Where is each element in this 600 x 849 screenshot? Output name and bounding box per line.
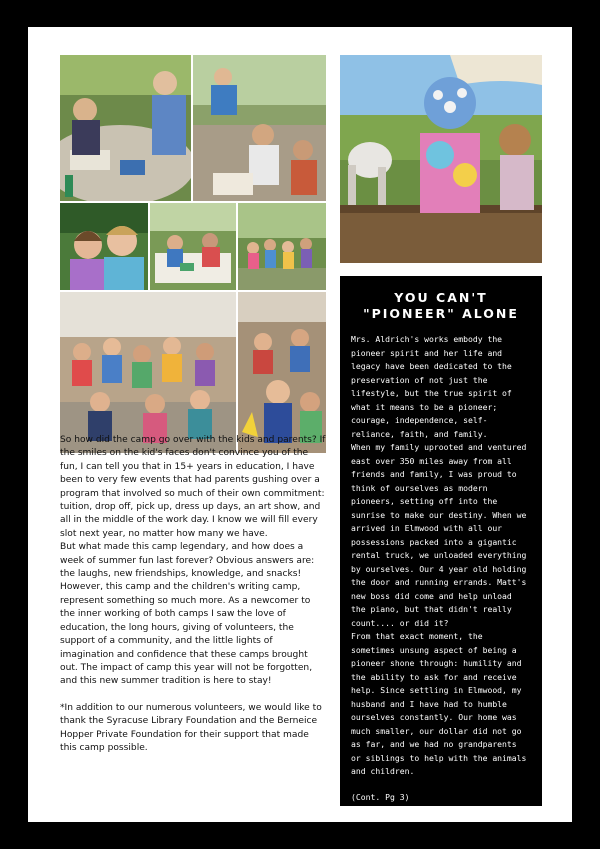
photo-teacher-helping: [193, 55, 326, 201]
article-paragraph: But what made this camp legendary, and how does a week of summer fun last forever? Obvious answers are: the laughs, new friendships, knowledge, and snacks! However, this camp and the children's writing camp, represent something so much more. As a newcomer to the inner working of both camps I saw the love of education, the long hours, giving of volunteers, the support of a community, and the little lights of imagination and confidence that these camps brought out. The impact of camp this year will not be forgotten, and this new summer tradition is here to stay!: [60, 542, 315, 687]
continued-note: (Cont. Pg 3): [351, 791, 410, 802]
sidebar-title-line2: "PIONEER" ALONE: [363, 306, 519, 321]
sidebar-title: [351, 290, 531, 322]
photo-crafts-table: [60, 55, 191, 201]
sidebar-paragraph: Mrs. Aldrich's works embody the pioneer spirit and her life and legacy have been dedicated to the preservation of not just the lifestyle, but the true spirit of what it means to be a pioneer; courage, independence, self-reliance, faith, and family.: [351, 334, 512, 439]
sidebar-paragraph: From that exact moment, the sometimes unsung aspect of being a pioneer shone through: humility and the ability to ask for and receive help. Since settling in Elmwood, my husband and I have had to humble ourselves constantly. Our home was much smaller, our dollar did not go as far, and we had no grandparents or siblings to help with the animals and children.: [351, 631, 527, 776]
thanks-note: *In addition to our numerous volunteers, we would like to thank the Syracuse Library Foundation and the Berneice Hopper Private Foundation for their support that made this camp possible.: [60, 702, 322, 753]
photo-group-outdoors: [238, 203, 326, 290]
sidebar-title-line1: YOU CAN'T: [394, 290, 488, 305]
photo-kids-indoor-2: [238, 292, 326, 453]
article-paragraph: So how did the camp go over with the kids and parents? If the smiles on the kid's faces don't convince you of the fun, I can tell you that in 15+ years in education, I have been to very few events that had parents gushing over a program that involved so much of their own commitment: tuition, drop off, pick up, dress up days, an art show, and all in the middle of the work day. I know we will fill every slot next year, no matter how many we have.: [60, 435, 326, 539]
photo-collage: [60, 55, 326, 453]
article-body: [60, 434, 328, 755]
photo-volunteers-selfie: [60, 203, 148, 290]
photo-wagon-ride: [340, 55, 542, 263]
photo-activity-tables: [150, 203, 236, 290]
sidebar-body: [351, 333, 531, 804]
newsletter-page: [28, 27, 572, 822]
photo-kids-indoor-1: [60, 292, 236, 453]
sidebar-paragraph: When my family uprooted and ventured east over 350 miles away from all friends and family, I was proud to think of ourselves as modern pioneers, setting off into the sunrise to make our destiny. When we arrived in Elmwood with all our possessions packed into a gigantic rental truck, we unloaded everything by ourselves. Our 4 year old holding the door and running errands. Matt's new boss did come and help unload the piano, but that didn't really count.... or did it?: [351, 442, 527, 628]
sidebar-box: [340, 276, 542, 806]
